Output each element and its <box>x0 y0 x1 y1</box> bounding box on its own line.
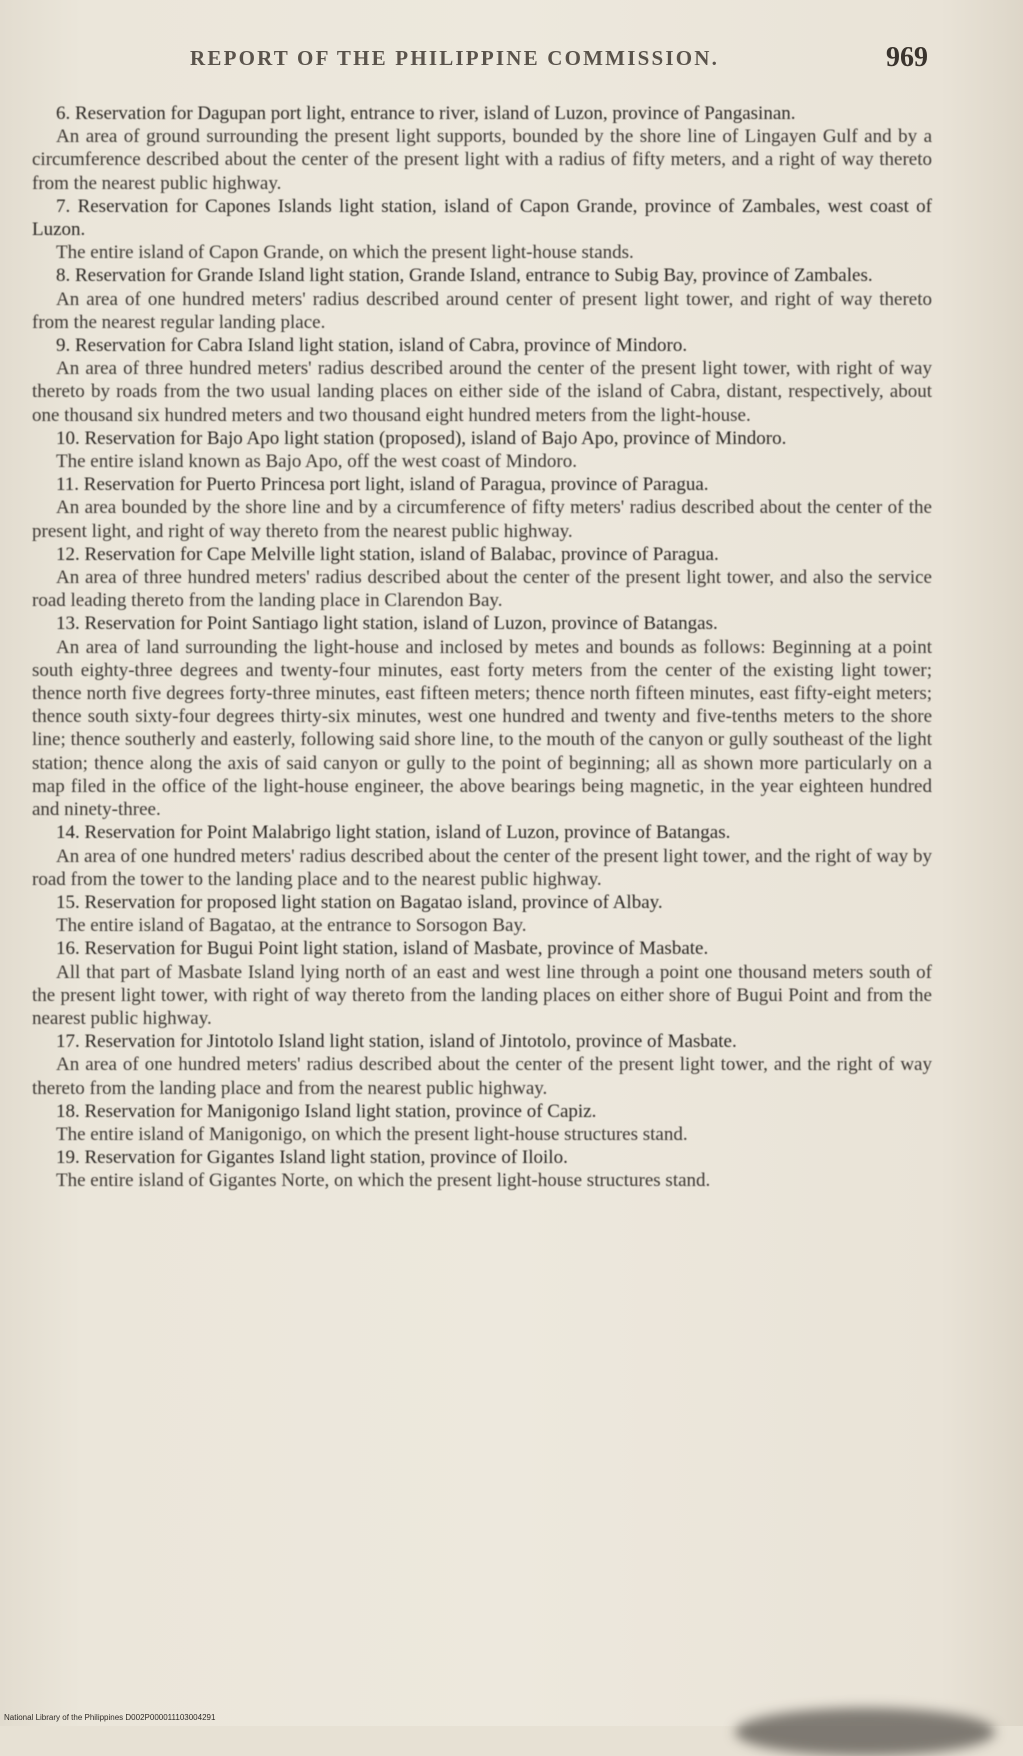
reservation-heading: 16. Reservation for Bugui Point light station, island of Masbate, province of Masbate. <box>56 938 709 960</box>
body-text <box>32 102 932 1193</box>
reservation-heading: 7. Reservation for Capones Islands light station, island of Capon Grande, province of Zambales, west coast of Luzon. <box>32 195 932 241</box>
reservation-description: The entire island of Gigantes Norte, on which the present light-house structures stand. <box>56 1170 711 1192</box>
page-edge-shadow <box>735 1708 995 1756</box>
reservation-description: An area of three hundred meters' radius described around the center of the present light tower, with right of way thereto by roads from the two usual landing places on either side of the island of Cabra, distant, respectively, about one thousand six hundred meters and two thousand eight hundred meters from the light-house. <box>32 358 932 426</box>
page-number: 969 <box>886 42 928 73</box>
reservation-heading: 13. Reservation for Point Santiago light station, island of Luzon, province of Batangas. <box>56 613 718 635</box>
reservation-heading: 15. Reservation for proposed light station on Bagatao island, province of Albay. <box>56 891 663 913</box>
reservation-description: An area of one hundred meters' radius described around center of present light tower, and right of way thereto from the nearest regular landing place. <box>32 288 932 333</box>
reservation-description: The entire island of Bagatao, at the entrance to Sorsogon Bay. <box>56 915 527 937</box>
reservation-description: An area of one hundred meters' radius described about the center of the present light tower, and the right of way by road from the tower to the landing place and to the nearest public highway. <box>32 845 932 890</box>
running-title: REPORT OF THE PHILIPPINE COMMISSION. <box>190 46 720 70</box>
reservation-heading: 10. Reservation for Bajo Apo light station (proposed), island of Bajo Apo, province of Mindoro. <box>56 427 787 449</box>
page-header <box>190 42 928 76</box>
reservation-description: An area of ground surrounding the present light supports, bounded by the shore line of Lingayen Gulf and by a circumference described about the center of the present light with a radius of fifty meters, and a right of way thereto from the nearest public highway. <box>32 126 932 194</box>
reservation-heading: 14. Reservation for Point Malabrigo light station, island of Luzon, province of Batangas. <box>56 822 731 844</box>
reservation-heading: 11. Reservation for Puerto Princesa port light, island of Paragua, province of Paragua. <box>56 474 709 496</box>
reservation-description: An area of three hundred meters' radius described about the center of the present light tower, and also the service road leading thereto from the landing place in Clarendon Bay. <box>32 567 932 612</box>
reservation-description: An area of land surrounding the light-house and inclosed by metes and bounds as follows: Beginning at a point south eighty-three degrees and twenty-four minutes, east forty meters from the center of the existing light tower; thence north five degrees forty-three minutes, east fifteen meters; thence north fifteen minutes, east fifty-eight meters; thence south sixty-four degrees thirty-six minutes, west one hundred and twenty and five-tenths meters to the shore line; thence southerly and easterly, following said shore line, to the mouth of the canyon or gully southeast of the light station; thence along the axis of said canyon or gully to the point of beginning; all as shown more particularly on a map filed in the office of the light-house engineer, the above bearings being magnetic, in the year eighteen hundred and ninety-three. <box>32 636 932 821</box>
reservation-description: An area bounded by the shore line and by a circumference of fifty meters' radius described about the center of the present light, and right of way thereto from the nearest public highway. <box>32 497 932 542</box>
reservation-heading: 18. Reservation for Manigonigo Island light station, province of Capiz. <box>56 1100 597 1122</box>
reservation-description: The entire island of Manigonigo, on which the present light-house structures stand. <box>56 1123 688 1145</box>
reservation-heading: 17. Reservation for Jintotolo Island light station, island of Jintotolo, province of Masbate. <box>56 1031 737 1053</box>
reservation-heading: 8. Reservation for Grande Island light station, Grande Island, entrance to Subig Bay, province of Zambales. <box>56 265 873 287</box>
reservation-description: The entire island of Capon Grande, on which the present light-house stands. <box>56 242 634 264</box>
reservation-description: The entire island known as Bajo Apo, off the west coast of Mindoro. <box>56 451 577 473</box>
archive-footer-label: National Library of the Philippines D002P000011103004291 <box>4 1713 216 1722</box>
reservation-description: An area of one hundred meters' radius described about the center of the present light tower, and the right of way thereto from the landing place and from the nearest public highway. <box>32 1054 932 1099</box>
reservation-description: All that part of Masbate Island lying north of an east and west line through a point one thousand meters south of the present light tower, with right of way thereto from the landing places on either shore of Bugui Point and from the nearest public highway. <box>32 961 932 1029</box>
reservation-heading: 19. Reservation for Gigantes Island light station, province of Iloilo. <box>56 1147 568 1169</box>
reservation-heading: 12. Reservation for Cape Melville light station, island of Balabac, province of Paragua. <box>56 543 719 565</box>
reservation-heading: 6. Reservation for Dagupan port light, entrance to river, island of Luzon, province of Pangasinan. <box>56 103 796 124</box>
reservation-heading: 9. Reservation for Cabra Island light station, island of Cabra, province of Mindoro. <box>56 335 688 357</box>
